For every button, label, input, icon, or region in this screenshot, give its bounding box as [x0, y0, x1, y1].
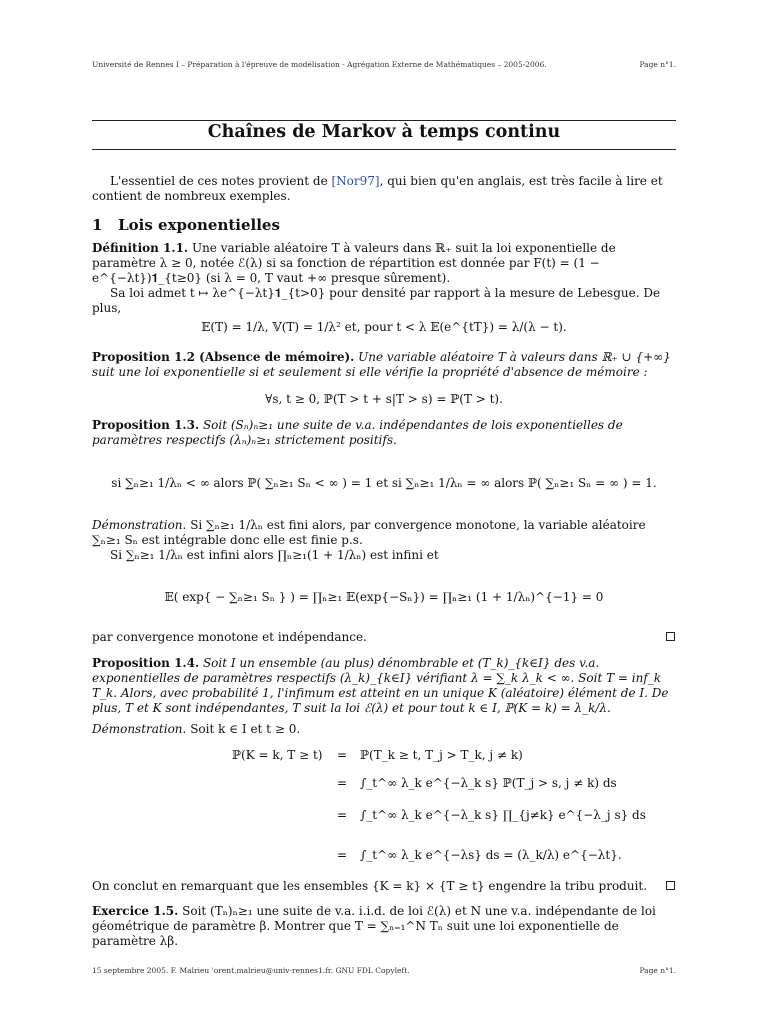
proposition-text: Soit (Sₙ)ₙ≥₁ une suite de v.a. indépendantes de lois exponentielles de paramètres respectifs (λₙ)ₙ≥₁ strictement positifs. [92, 418, 623, 447]
exercise-label: Exercice 1.5. [92, 904, 179, 918]
proposition-1-2 [92, 350, 676, 380]
proof-label: Démonstration. [92, 518, 187, 532]
qed-square-icon [666, 881, 675, 890]
equation-row: ∫_t^∞ λ_k e^{−λ_k s} ∏_{j≠k} e^{−λ_j s} ds [360, 808, 646, 822]
equation-moments: 𝔼(T) = 1/λ, 𝕍(T) = 1/λ² et, pour t < λ 𝔼(e^{tT}) = λ/(λ − t). [201, 320, 567, 334]
section-heading [92, 218, 676, 233]
proof-1-4 [92, 722, 676, 737]
proposition-label: Proposition 1.4. [92, 656, 200, 670]
proof-label: Démonstration. [92, 722, 187, 736]
exercise-1-5 [92, 904, 676, 949]
running-footer [92, 966, 676, 975]
equation-expectation: 𝔼( exp{ − ∑ₙ≥₁ Sₙ } ) = ∏ₙ≥₁ 𝔼(exp{−Sₙ}) = ∏ₙ≥₁ (1 + 1/λₙ)^{−1} = 0 [164, 590, 604, 604]
proposition-label: Proposition 1.2 (Absence de mémoire). [92, 350, 355, 364]
section-number: 1 [92, 216, 103, 234]
proposition-label: Proposition 1.3. [92, 418, 200, 432]
equation-sign: = [337, 748, 348, 762]
equation-sign: = [337, 776, 348, 790]
intro-post: , qui bien qu'en anglais, est très facile à lire et contient de nombreux exemples. [92, 174, 663, 203]
footer-page-number: Page n°1. [639, 966, 676, 975]
proposition-1-3 [92, 418, 676, 448]
exercise-text: Soit (Tₙ)ₙ≥₁ une suite de v.a. i.i.d. de loi ℰ(λ) et N une v.a. indépendante de loi géométrique de paramètre β. Montrer que T = ∑ₙ₌₁^N Tₙ suit une loi exponentielle de paramètre λβ. [92, 904, 656, 948]
equation-memoryless: ∀s, t ≥ 0, ℙ(T > t + s|T > s) = ℙ(T > t). [265, 392, 503, 406]
proof-1-3 [92, 518, 676, 548]
definition-density-text: Sa loi admet t ↦ λe^{−λt}𝟏_{t>0} pour densité par rapport à la mesure de Lebesgue. De plus, [92, 286, 661, 315]
title-rule-top [92, 120, 676, 121]
proof-end-text: On conclut en remarquant que les ensembles {K = k} × {T ≥ t} engendre la tribu produit. [92, 879, 648, 893]
proof-text: Soit k ∈ I et t ≥ 0. [190, 722, 301, 736]
section-title: Lois exponentielles [118, 216, 280, 234]
citation-link[interactable]: [Nor97] [331, 174, 380, 188]
equation-row: ∫_t^∞ λ_k e^{−λ_k s} ℙ(T_j > s, j ≠ k) ds [360, 776, 617, 790]
equation-row: ∫_t^∞ λ_k e^{−λs} ds = (λ_k/λ) e^{−λt}. [360, 848, 622, 862]
header-left-text: Université de Rennes I – Préparation à l'épreuve de modélisation - Agrégation Externe de Mathématiques – 2005-2006. [92, 60, 547, 69]
page-title: Chaînes de Markov à temps continu [207, 122, 561, 142]
proposition-text: Soit I un ensemble (au plus) dénombrable et (T_k)_{k∈I} des v.a. exponentielles de paramètres respectifs (λ_k)_{k∈I} vérifiant λ = ∑_k λ_k < ∞. Soit T = inf_k T_k. Alors, avec probabilité 1, l'infimum est atteint en un unique K (aléatoire) élément de I. De plus, T et K sont indépendantes, T suit la loi ℰ(λ) et pour tout k ∈ I, ℙ(K = k) = λ_k/λ. [92, 656, 669, 715]
header-page-number: Page n°1. [639, 60, 676, 69]
intro-pre: L'essentiel de ces notes provient de [110, 174, 332, 188]
proof-end-text: par convergence monotone et indépendance. [92, 630, 367, 644]
definition-text: Une variable aléatoire T à valeurs dans ℝ₊ suit la loi exponentielle de paramètre λ ≥ 0, notée ℰ(λ) si sa fonction de répartition est donnée par F(t) = (1 − e^{−λt})𝟏_{t≥0} (si λ = 0, T vaut +∞ presque sûrement). [92, 241, 616, 285]
equation-row: ℙ(T_k ≥ t, T_j > T_k, j ≠ k) [360, 748, 523, 762]
qed-square-icon [666, 632, 675, 641]
equation-series: si ∑ₙ≥₁ 1/λₙ < ∞ alors ℙ( ∑ₙ≥₁ Sₙ < ∞ ) = 1 et si ∑ₙ≥₁ 1/λₙ = ∞ alors ℙ( ∑ₙ≥₁ Sₙ = ∞ ) = 1. [111, 476, 657, 490]
equation-lhs: ℙ(K = k, T ≥ t) [232, 748, 323, 762]
title-rule-bottom [92, 149, 676, 150]
equation-sign: = [337, 848, 348, 862]
running-header [92, 60, 676, 69]
definition-label: Définition 1.1. [92, 241, 189, 255]
proposition-1-4 [92, 656, 676, 716]
intro-paragraph [92, 174, 676, 204]
equation-sign: = [337, 808, 348, 822]
footer-left-text: 15 septembre 2005. F. Malrieu 'orent.malrieu@univ-rennes1.fr. GNU FDL Copyleft. [92, 966, 410, 975]
proposition-text: Une variable aléatoire T à valeurs dans ℝ₊ ∪ {+∞} suit une loi exponentielle si et seulement si elle vérifie la propriété d'absence de mémoire : [92, 350, 671, 379]
definition-1-1 [92, 241, 676, 286]
proof-text: Si ∑ₙ≥₁ 1/λₙ est fini alors, par convergence monotone, la variable aléatoire ∑ₙ≥₁ Sₙ est intégrable donc elle est finie p.s. [92, 518, 646, 547]
proof-text-2: Si ∑ₙ≥₁ 1/λₙ est infini alors ∏ₙ≥₁(1 + 1/λₙ) est infini et [110, 548, 439, 562]
